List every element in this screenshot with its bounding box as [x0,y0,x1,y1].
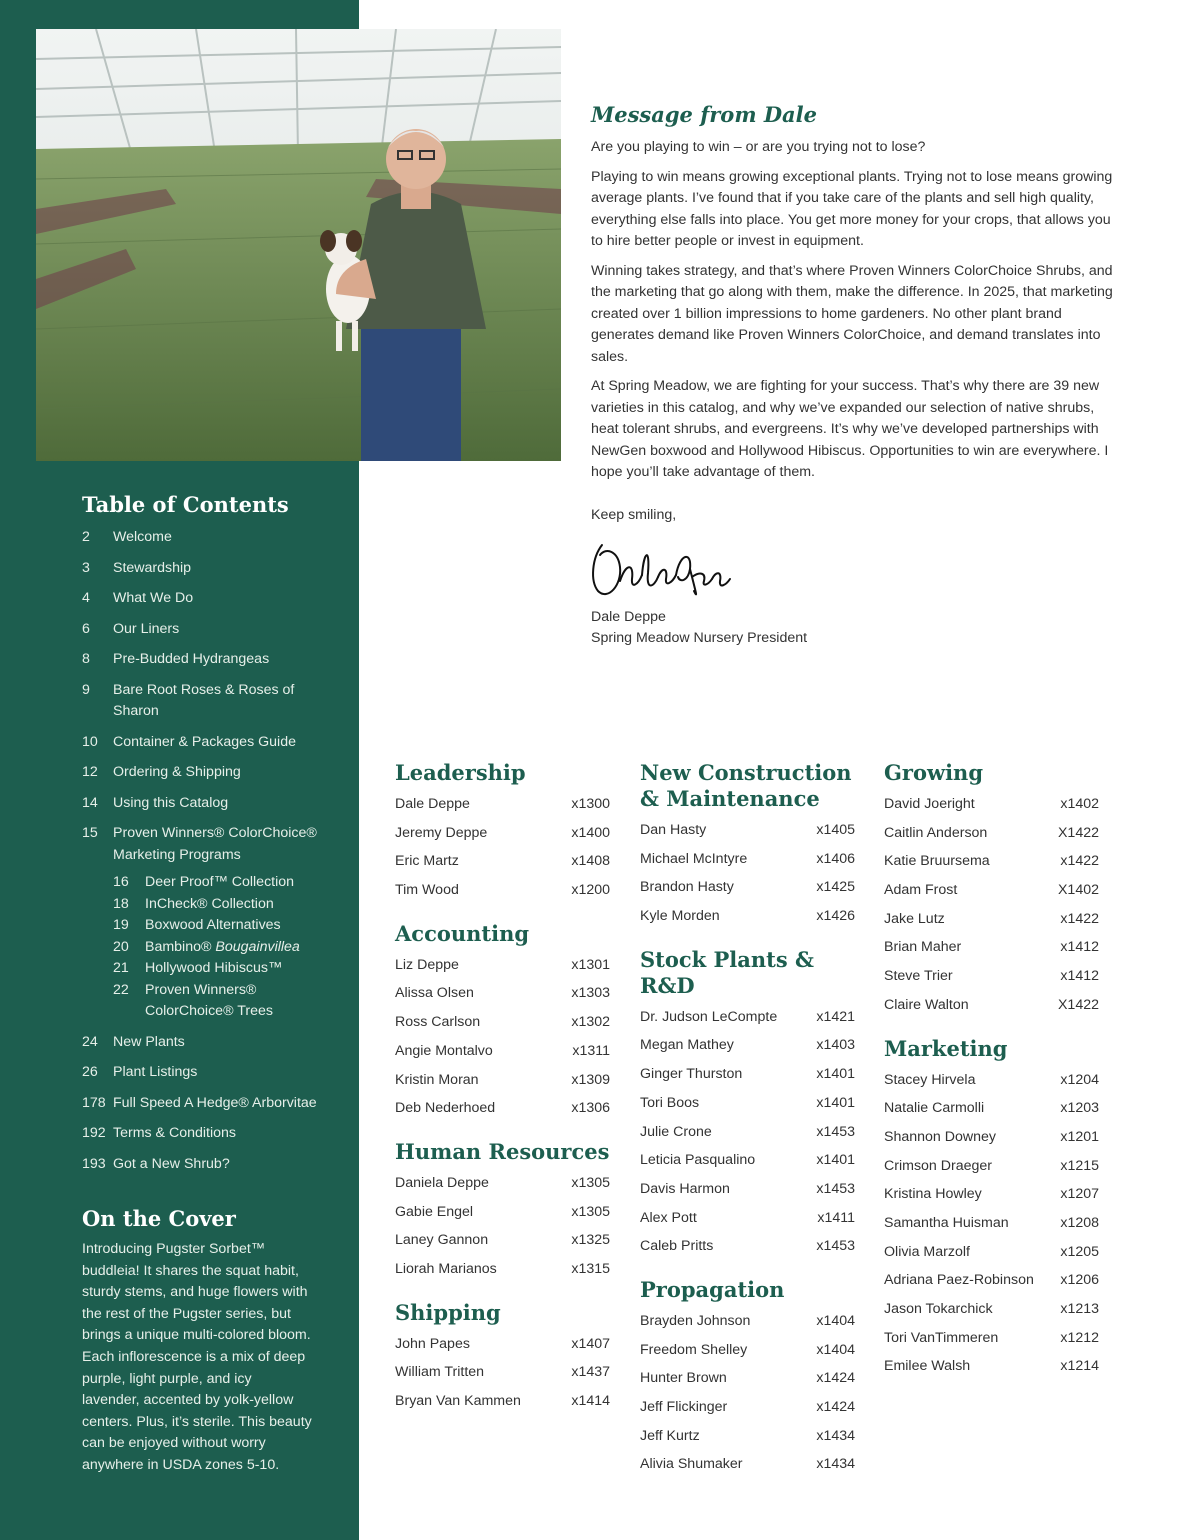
staff-row [884,1295,1099,1324]
staff-extension: x1205 [1060,1243,1099,1260]
staff-row [395,1226,610,1255]
staff-row [640,845,855,874]
message-from-dale [591,102,1121,492]
closing-text: Keep smiling, [591,507,677,523]
staff-row [884,819,1099,848]
toc-item-title [113,680,342,723]
staff-extension: x1325 [571,1232,610,1249]
staff-extension: x1300 [571,796,610,812]
staff-name: Natalie Carmolli [884,1100,985,1117]
staff-extension: x1406 [816,850,855,867]
staff-name: Dale Deppe [395,796,470,812]
department-heading: Growing [884,760,984,785]
toc-item-title [113,762,342,784]
toc-item-title [113,558,342,580]
toc-item-title-text: Bambino® [145,938,212,955]
message-paragraph: Winning takes strategy, and that’s where Proven Winners ColorChoice Shrubs, and the marketing that go along with them, make the difference. In 2025, that marketing created over 1 billion impressions to home gardeners. No other plant brand generates demand like Proven Winners ColorChoice, and demand translates into sales. [591,262,1113,365]
staff-row [640,1204,855,1233]
staff-extension: x1422 [1060,853,1099,870]
staff-row [640,873,855,902]
staff-name: Julie Crone [640,1123,712,1140]
toc-item-title-text: Got a New Shrub? [113,1155,230,1172]
staff-row [395,1387,610,1416]
department-heading: Accounting [395,920,530,946]
toc-page-number: 9 [82,681,90,698]
signer-title: Spring Meadow Nursery President [591,630,808,646]
toc-item-title-text: Pre-Budded Hydrangeas [113,651,270,667]
staff-name: Kyle Morden [640,908,720,925]
message-paragraph: Are you playing to win – or are you trying not to lose? [591,139,926,155]
staff-row [640,1003,855,1032]
message-paragraph: At Spring Meadow, we are fighting for your success. That’s why there are 39 new varieties in this catalog, and why we’ve expanded our selection of native shrubs, heat tolerant shrubs, and evergreens. It’s why we’ve developed partnerships with NewGen boxwood and Hollywood Hibiscus. Opportunities to win are everywhere. I hope you’ll take advantage of them. [591,378,1109,480]
toc-page-number: 2 [82,529,90,545]
staff-name: Samantha Huisman [884,1214,1009,1231]
toc-item [82,680,342,723]
staff-row [884,1094,1099,1123]
staff-name: Bryan Van Kammen [395,1393,521,1409]
department-section [395,1139,610,1284]
greenhouse-photo [36,29,561,461]
staff-name: Jake Lutz [884,910,945,927]
toc-item [113,958,342,980]
staff-name: Tim Wood [395,882,459,899]
staff-row [395,1358,610,1387]
toc-page-number: 21 [113,960,129,976]
staff-extension: x1408 [571,853,610,870]
staff-name: Steve Trier [884,968,953,985]
staff-name: William Tritten [395,1364,485,1381]
staff-row [640,1232,855,1261]
toc-item-title [145,894,342,916]
staff-name: Deb Nederhoed [395,1100,496,1117]
staff-extension: X1422 [1057,996,1099,1013]
staff-row [884,1209,1099,1238]
staff-extension: x1434 [816,1456,855,1473]
staff-row [640,1450,855,1479]
staff-row [884,905,1099,934]
staff-extension: x1305 [571,1203,610,1220]
toc-page-number: 15 [82,825,98,841]
toc-item [82,793,342,815]
staff-extension: x1412 [1060,939,1099,956]
department-section [395,921,610,1123]
toc-page-number: 193 [82,1155,106,1172]
staff-name: Shannon Downey [884,1128,997,1145]
staff-name: Megan Mathey [640,1037,734,1054]
staff-extension: x1212 [1060,1329,1099,1346]
department-heading: Propagation [640,1276,785,1302]
staff-row [640,1118,855,1147]
staff-extension: x1215 [1060,1157,1099,1174]
toc-item-title [113,793,342,815]
staff-name: Liorah Marianos [395,1260,497,1277]
toc-item-title [113,823,342,866]
toc-page-number: 22 [113,981,129,998]
staff-extension: x1402 [1060,796,1099,812]
staff-row [884,991,1099,1020]
toc-item [82,619,342,641]
staff-name: Tori Boos [640,1094,700,1111]
toc-item-title [145,937,342,959]
toc-item-title [113,732,342,754]
staff-name: Crimson Draeger [884,1157,993,1174]
staff-row [395,1008,610,1037]
department-heading: Stock Plants & R&D [640,946,814,998]
staff-name: Kristina Howley [884,1186,982,1203]
signature-image [588,533,738,605]
staff-row [640,1336,855,1365]
staff-extension: x1214 [1060,1358,1099,1375]
staff-name: Katie Bruursema [884,853,990,870]
staff-name: Alivia Shumaker [640,1456,743,1473]
staff-extension: x1315 [571,1260,610,1277]
staff-extension: x1311 [572,1042,610,1059]
staff-extension: x1453 [816,1180,855,1197]
staff-extension: x1414 [571,1393,610,1409]
staff-extension: x1424 [816,1370,855,1387]
toc-page-number: 16 [113,874,129,890]
staff-extension: x1434 [816,1427,855,1444]
toc-page-number: 18 [113,895,129,912]
toc-item-title-text: Deer Proof™ Collection [145,874,295,890]
staff-name: Dr. Judson LeCompte [640,1008,778,1025]
toc-item [82,1032,342,1054]
staff-name: Dan Hasty [640,822,707,838]
staff-name: Jason Tokarchick [884,1301,993,1317]
toc-item-title [145,958,342,980]
staff-row [884,933,1099,962]
staff-extension: x1425 [816,879,855,896]
staff-name: Laney Gannon [395,1232,489,1249]
department-heading: Marketing [884,1035,1008,1061]
toc-item-title-text: Stewardship [113,559,192,576]
staff-name: Jeff Flickinger [640,1399,728,1415]
toc-item-title-italic: Bougainvillea [215,938,300,955]
staff-extension: x1403 [816,1037,855,1054]
staff-name: Alissa Olsen [395,985,474,1002]
message-paragraph: Playing to win means growing exceptional plants. Trying not to lose means growing average plants. I’ve found that if you take care of the plants and sell high quality, everything else falls into place. You get more money for your crops, that allows you to hire better people or invest in equipment. [591,168,1113,249]
staff-row [640,1307,855,1336]
staff-name: Daniela Deppe [395,1174,489,1191]
staff-name: Brayden Johnson [640,1312,751,1329]
cover-heading: On the Cover [82,1206,236,1231]
staff-row [395,1066,610,1095]
staff-name: John Papes [395,1335,470,1352]
staff-row [395,1169,610,1198]
staff-row [395,790,610,819]
staff-name: Adam Frost [884,882,958,899]
toc-item-title-text: Using this Catalog [113,794,229,811]
toc-item-title-text: InCheck® Collection [145,895,274,912]
staff-name: Jeff Kurtz [640,1427,700,1444]
staff-extension: x1426 [816,908,855,925]
staff-extension: x1424 [816,1399,855,1415]
toc-item [82,1062,342,1084]
staff-extension: x1401 [816,1094,855,1111]
staff-row [395,847,610,876]
toc-page-number: 8 [82,651,90,667]
toc-page-number: 19 [113,917,129,933]
staff-row [884,1238,1099,1267]
staff-name: Olivia Marzolf [884,1243,970,1260]
toc-item-title-text: Terms & Conditions [113,1125,237,1141]
staff-extension: x1412 [1060,968,1099,985]
staff-extension: x1305 [571,1174,610,1191]
staff-extension: x1213 [1060,1301,1099,1317]
staff-extension: x1401 [816,1066,855,1083]
staff-row [640,1060,855,1089]
staff-name: Caleb Pritts [640,1238,714,1255]
staff-extension: x1203 [1060,1100,1099,1117]
toc-item-title-text: Proven Winners® ColorChoice® Marketing Programs [113,825,317,863]
staff-name: Eric Martz [395,853,459,870]
staff-row [884,847,1099,876]
staff-row [395,979,610,1008]
staff-name: Jeremy Deppe [395,824,488,841]
staff-row [395,876,610,905]
toc-heading: Table of Contents [82,492,289,517]
toc-item [82,1123,342,1145]
staff-name: Ginger Thurston [640,1066,743,1083]
toc-page-number: 26 [82,1064,98,1080]
toc-item [82,1154,342,1176]
toc-item [82,732,342,754]
toc-item-title [145,915,342,937]
staff-extension: x1207 [1060,1186,1099,1203]
staff-extension: x1301 [571,956,610,973]
department-heading: New Construction & Maintenance [640,760,852,811]
staff-row [884,1324,1099,1353]
toc-item-title [113,649,342,671]
toc-page-number: 6 [82,620,90,637]
staff-extension: x1411 [817,1209,855,1226]
staff-row [884,1066,1099,1095]
toc-item [82,1093,342,1115]
staff-row [640,902,855,931]
toc-page-number: 10 [82,733,98,750]
staff-name: Stacey Hirvela [884,1071,976,1088]
department-section [640,1277,855,1479]
toc-item [113,915,342,937]
staff-extension: x1401 [816,1152,855,1169]
staff-row [395,1094,610,1123]
department-section [640,760,855,931]
toc-item-title-text: Proven Winners® ColorChoice® Trees [145,981,273,1019]
toc-item [113,872,342,894]
staff-name: Emilee Walsh [884,1358,971,1375]
staff-row [884,1266,1099,1295]
toc-item-title [113,1154,342,1176]
staff-name: Alex Pott [640,1209,697,1226]
staff-extension: x1302 [571,1014,610,1031]
directory-column-2 [640,760,855,1495]
staff-extension: X1422 [1057,824,1099,841]
toc-item-title [113,588,342,610]
toc-item [82,649,342,671]
staff-extension: x1453 [816,1238,855,1255]
toc-item-title-text: What We Do [113,590,194,606]
staff-name: Claire Walton [884,996,969,1013]
staff-row [884,790,1099,819]
staff-name: Ross Carlson [395,1014,481,1031]
staff-name: Tori VanTimmeren [884,1329,999,1346]
department-section [640,947,855,1261]
staff-row [395,1037,610,1066]
staff-extension: x1206 [1060,1272,1099,1289]
department-heading: Human Resources [395,1138,610,1164]
signer-name: Dale Deppe [591,608,666,625]
toc-page-number: 3 [82,559,90,576]
staff-extension: x1421 [816,1008,855,1025]
staff-name: Kristin Moran [395,1071,479,1088]
toc-page-number: 24 [82,1033,98,1050]
toc-page-number: 12 [82,764,98,780]
toc-item [113,894,342,916]
toc-page-number: 178 [82,1094,106,1111]
directory-column-1 [395,760,610,1432]
directory-column-3 [884,760,1099,1397]
staff-extension: x1303 [571,985,610,1002]
staff-extension: x1200 [571,882,610,899]
staff-row [640,1031,855,1060]
toc-page-number: 20 [113,938,129,955]
staff-extension: x1404 [816,1341,855,1358]
staff-extension: x1453 [816,1123,855,1140]
staff-name: Leticia Pasqualino [640,1152,756,1169]
staff-row [640,1393,855,1422]
cover-text: Introducing Pugster Sorbet™ buddleia! It shares the squat habit, sturdy stems, and huge flowers with the rest of the Pugster series, but brings a unique multi-colored bloom. Each inflorescence is a mix of deep purple, light purple, and icy lavender, accented by yolk-yellow centers. Plus, it’s sterile. This beauty can be enjoyed without worry anywhere in USDA zones 5-10. [82,1241,312,1473]
staff-name: Freedom Shelley [640,1341,748,1358]
staff-row [884,1152,1099,1181]
toc-item-title [113,527,342,549]
staff-name: Gabie Engel [395,1203,474,1220]
toc-item [82,823,342,866]
staff-name: Liz Deppe [395,956,459,973]
toc-item [113,937,342,959]
staff-extension: x1309 [571,1071,610,1088]
toc-item-title-text: Plant Listings [113,1064,198,1080]
toc-page-number: 192 [82,1125,106,1141]
department-heading: Leadership [395,760,526,785]
staff-row [640,816,855,845]
staff-extension: x1437 [571,1364,610,1381]
staff-row [395,1255,610,1284]
toc-item [82,588,342,610]
staff-extension: x1306 [571,1100,610,1117]
staff-name: Angie Montalvo [395,1042,493,1059]
staff-extension: x1400 [571,824,610,841]
toc-item-title-text: Hollywood Hibiscus™ [145,960,283,976]
department-section [395,760,610,905]
toc-page-number: 4 [82,590,90,606]
staff-row [395,1198,610,1227]
toc-item-title-text: Our Liners [113,620,180,637]
toc-item [82,558,342,580]
staff-name: Caitlin Anderson [884,824,988,841]
on-the-cover [82,1206,312,1477]
toc-item-title [113,1123,342,1145]
toc-item [113,980,342,1023]
staff-row [640,1175,855,1204]
staff-row [640,1422,855,1451]
staff-name: Davis Harmon [640,1180,730,1197]
staff-row [395,1330,610,1359]
staff-extension: x1204 [1060,1071,1099,1088]
toc-item-title-text: New Plants [113,1033,185,1050]
staff-row [884,1180,1099,1209]
signoff-block [591,505,891,650]
staff-name: Adriana Paez-Robinson [884,1272,1034,1289]
toc-item-title [113,1032,342,1054]
toc-item-title [113,1093,342,1115]
toc-item-title-text: Welcome [113,529,172,545]
staff-row [884,1352,1099,1381]
toc-page-number: 14 [82,794,98,811]
toc-item-title [113,619,342,641]
staff-name: Hunter Brown [640,1370,727,1387]
staff-name: David Joeright [884,796,975,812]
toc-item-title-text: Container & Packages Guide [113,733,296,750]
staff-extension: x1208 [1060,1214,1099,1231]
staff-extension: x1422 [1060,910,1099,927]
staff-row [884,876,1099,905]
staff-row [395,819,610,848]
staff-extension: X1402 [1057,882,1099,899]
toc-item-title-text: Ordering & Shipping [113,764,241,780]
table-of-contents [82,492,342,1184]
toc-item [82,762,342,784]
staff-name: Brandon Hasty [640,879,734,896]
toc-item-title [145,980,342,1023]
toc-item-title [145,872,342,894]
staff-name: Brian Maher [884,939,962,956]
staff-extension: x1404 [816,1312,855,1329]
toc-item-title-text: Boxwood Alternatives [145,917,281,933]
staff-extension: x1405 [816,822,855,838]
department-heading: Shipping [395,1299,501,1325]
staff-extension: x1201 [1060,1128,1099,1145]
staff-row [395,951,610,980]
toc-item [82,527,342,549]
toc-item-title-text: Bare Root Roses & Roses of Sharon [113,681,295,719]
staff-name: Michael McIntyre [640,850,748,867]
staff-extension: x1407 [571,1335,610,1352]
department-section [395,1300,610,1416]
department-section [884,1036,1099,1382]
staff-row [884,1123,1099,1152]
department-section [884,760,1099,1020]
staff-row [640,1089,855,1118]
staff-row [640,1364,855,1393]
staff-row [884,962,1099,991]
toc-item-title-text: Full Speed A Hedge® Arborvitae [113,1094,317,1111]
staff-row [640,1146,855,1175]
message-heading: Message from Dale [591,102,818,127]
toc-item-title [113,1062,342,1084]
